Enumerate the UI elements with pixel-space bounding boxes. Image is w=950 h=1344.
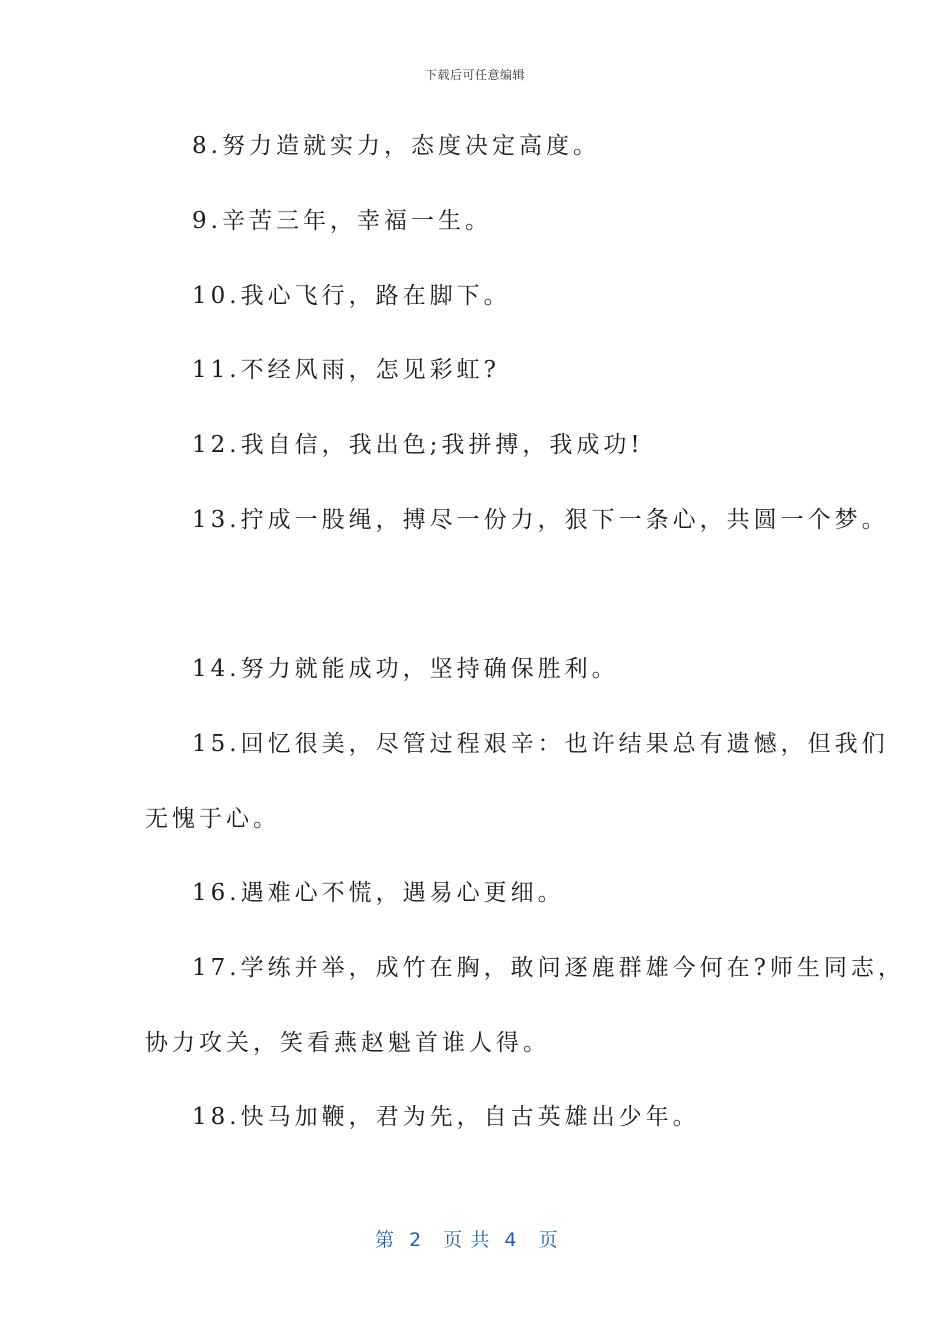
text-line-8: 8.努力造就实力，态度决定高度。 — [192, 133, 600, 159]
text-line-9: 9.辛苦三年，幸福一生。 — [192, 208, 492, 234]
text-line-14: 14.努力就能成功，坚持确保胜利。 — [192, 656, 619, 682]
page-number-footer: 第 2 页 共 4 页 — [375, 1229, 559, 1251]
text-line-15-cont: 无愧于心。 — [145, 806, 280, 832]
text-line-12: 12.我自信，我出色;我拼搏，我成功! — [192, 432, 644, 458]
text-line-13: 13.拧成一股绳，搏尽一份力，狠下一条心，共圆一个梦。 — [192, 507, 889, 533]
text-line-17-cont: 协力攻关，笑看燕赵魁首谁人得。 — [145, 1030, 550, 1056]
text-line-18: 18.快马加鞭，君为先，自古英雄出少年。 — [192, 1104, 700, 1130]
text-line-17: 17.学练并举，成竹在胸，敢问逐鹿群雄今何在?师生同志， — [192, 955, 905, 981]
page-header: 下载后可任意编辑 — [424, 68, 525, 82]
text-line-16: 16.遇难心不慌，遇易心更细。 — [192, 880, 565, 906]
text-line-10: 10.我心飞行，路在脚下。 — [192, 283, 511, 309]
text-line-11: 11.不经风雨，怎见彩虹? — [192, 357, 500, 383]
text-line-15: 15.回忆很美，尽管过程艰辛：也许结果总有遗憾，但我们 — [192, 731, 889, 757]
